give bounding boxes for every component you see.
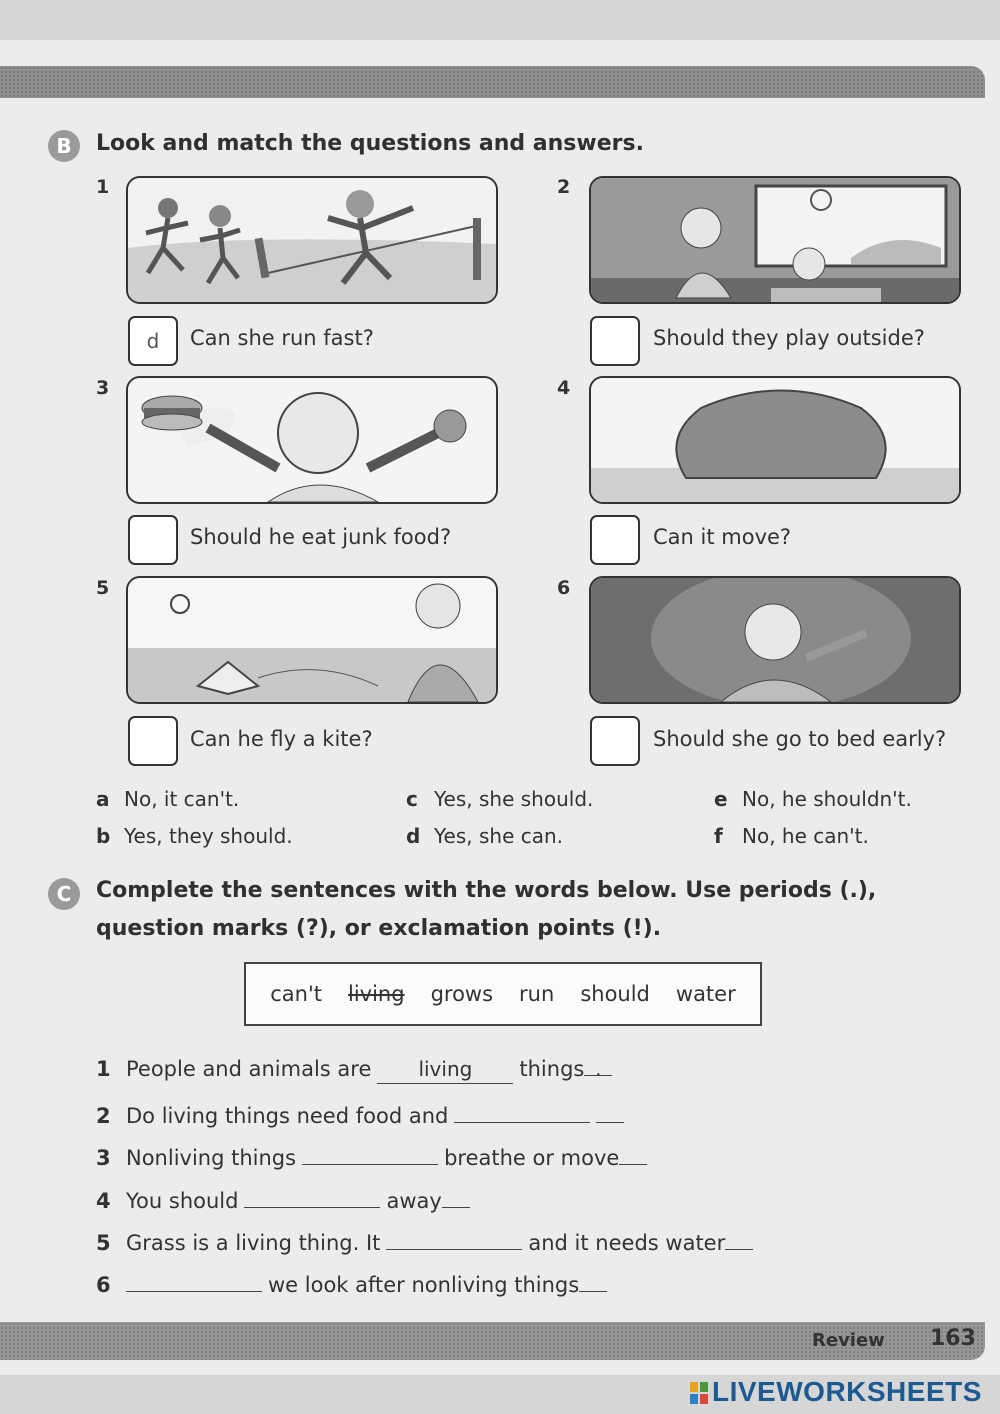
question-text: Can she run fast? — [190, 326, 374, 350]
header-band — [0, 66, 985, 98]
answer-box-3[interactable] — [128, 515, 178, 565]
word-bank — [244, 962, 762, 1026]
punctuation-input[interactable]: . — [584, 1057, 612, 1076]
punctuation-input[interactable] — [725, 1231, 753, 1250]
liveworksheets-logo — [690, 1376, 982, 1408]
item-number: 6 — [557, 577, 571, 599]
picture-boy-kite — [126, 576, 498, 704]
word-bank-item: should — [580, 982, 650, 1006]
punctuation-input[interactable] — [442, 1189, 470, 1208]
question-text: Should he eat junk food? — [190, 525, 452, 549]
picture-rock — [589, 376, 961, 504]
blank-input[interactable] — [244, 1185, 380, 1208]
item-number: 1 — [96, 176, 110, 198]
sentence-6: 6 we look after nonliving things — [96, 1269, 607, 1297]
section-c-badge: C — [48, 878, 80, 910]
sentence-3: 3 Nonliving things breathe or move — [96, 1142, 647, 1170]
blank-input[interactable]: living — [377, 1057, 513, 1084]
word-bank-item: run — [519, 982, 555, 1006]
picture-running-race — [126, 176, 498, 304]
sentence-4: 4 You should away — [96, 1185, 470, 1213]
item-number: 3 — [96, 377, 110, 399]
answer-box-1[interactable]: d — [128, 316, 178, 366]
picture-boy-burger-apple — [126, 376, 498, 504]
word-bank-item: water — [675, 982, 736, 1006]
answer-box-2[interactable] — [590, 316, 640, 366]
punctuation-input[interactable] — [619, 1146, 647, 1165]
footer-section-label: Review — [812, 1330, 885, 1351]
picture-kids-indoors — [589, 176, 961, 304]
blank-input[interactable] — [302, 1142, 438, 1165]
blank-input[interactable] — [454, 1100, 590, 1123]
word-bank-item-used: living — [348, 982, 405, 1006]
page-number: 163 — [930, 1326, 976, 1351]
item-number: 4 — [557, 377, 571, 399]
item-number: 5 — [96, 577, 110, 599]
brand-text: LIVEWORKSHEETS — [712, 1376, 982, 1407]
question-text: Should she go to bed early? — [653, 727, 947, 751]
punctuation-input[interactable] — [596, 1104, 624, 1123]
question-text: Can he fly a kite? — [190, 727, 373, 751]
liveworksheets-icon — [690, 1382, 708, 1404]
answer-option: a No, it can't. — [96, 787, 240, 811]
word-bank-item: grows — [430, 982, 494, 1006]
section-c-heading-line2: question marks (?), or exclamation points (!). — [96, 916, 662, 941]
answer-option: b Yes, they should. — [96, 824, 293, 848]
item-number: 2 — [557, 176, 571, 198]
punctuation-input[interactable] — [579, 1273, 607, 1292]
section-c-heading-line1: Complete the sentences with the words below. Use periods (.), — [96, 878, 877, 903]
answer-box-6[interactable] — [590, 716, 640, 766]
answer-box-5[interactable] — [128, 716, 178, 766]
sentence-2: 2 Do living things need food and — [96, 1100, 624, 1128]
sentence-5: 5 Grass is a living thing. It and it needs water — [96, 1227, 753, 1255]
answer-option: c Yes, she should. — [406, 787, 594, 811]
picture-sleepy-girl — [589, 576, 961, 704]
answer-option: f No, he can't. — [714, 824, 869, 848]
answer-box-4[interactable] — [590, 515, 640, 565]
word-bank-item: can't — [270, 982, 322, 1006]
question-text: Can it move? — [653, 525, 792, 549]
blank-input[interactable] — [126, 1269, 262, 1292]
question-text: Should they play outside? — [653, 326, 925, 350]
answer-option: e No, he shouldn't. — [714, 787, 912, 811]
blank-input[interactable] — [386, 1227, 522, 1250]
sentence-1: 1 People and animals are living things . — [96, 1057, 612, 1084]
answer-option: d Yes, she can. — [406, 824, 564, 848]
section-b-heading: Look and match the questions and answers. — [96, 131, 644, 156]
section-b-badge: B — [48, 130, 80, 162]
